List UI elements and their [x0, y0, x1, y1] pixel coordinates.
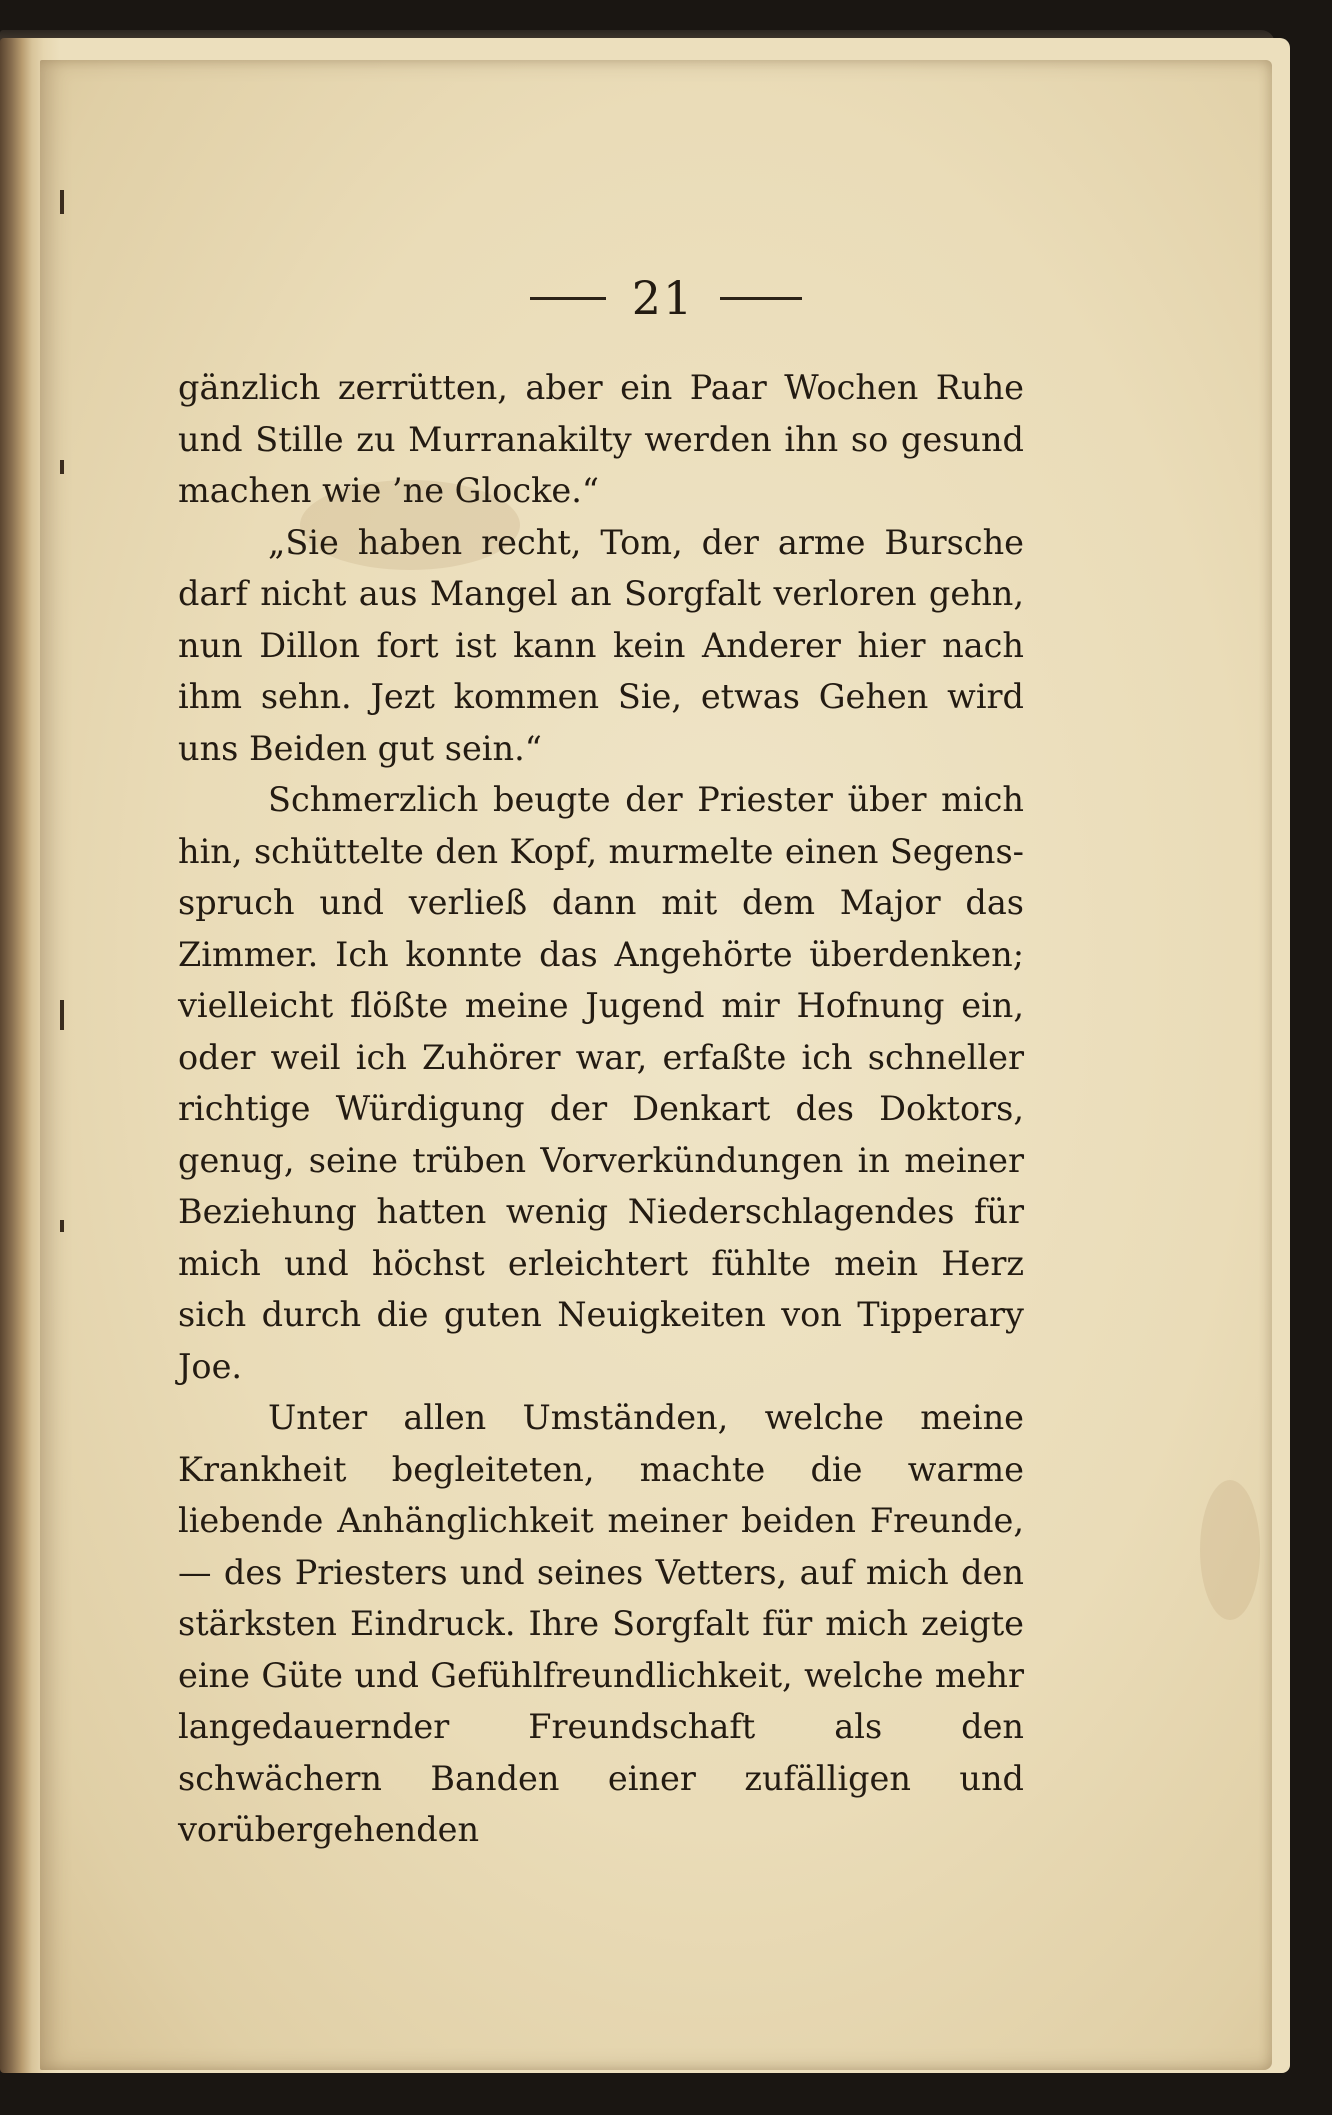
paragraph-2: „Sie haben recht, Tom, der arme Bursche darf nicht aus Mangel an Sorgfalt verloren gehn, nun Dillon fort ist kann kein Anderer hier nach ihm sehn. Jezt kommen Sie, etwas Gehen wird uns Beiden gut sein.“	[178, 522, 1024, 768]
paragraph-3: Schmerzlich beugte der Priester über mich hin, schüttelte den Kopf, murmelte einen Segensspruch und verließ dann mit dem Major das Zimmer. Ich konnte das Angehörte überdenken; vielleicht flößte meine Jugend mir Hofnung ein, oder weil ich Zuhörer war, erfaßte ich schneller richtige Würdigung der Denkart des Doktors, genug, seine trüben Vorverkündungen in meiner Beziehung hatten wenig Niederschlagendes für mich und höchst erleichtert fühlte mein Herz sich durch die guten Neuigkeiten von Tipperary Joe.	[178, 780, 1024, 1386]
spine-mark	[60, 190, 64, 214]
page-header	[0, 268, 1332, 328]
paragraph-4: Unter allen Umständen, welche meine Krankheit begleiteten, machte die warme liebende Anhänglichkeit meiner beiden Freunde, — des Priesters und seines Vetters, auf mich den stärksten Eindruck. Ihre Sorgfalt für mich zeigte eine Güte und Gefühlfreundlichkeit, welche mehr langedauernder Freundschaft als den schwächern Banden einer zufälligen und vorübergehenden	[178, 1398, 1024, 1849]
header-rule-left	[530, 297, 606, 300]
paragraph-1: gänzlich zerrütten, aber ein Paar Wochen Ruhe und Stille zu Murranakilty werden ihn so gesund machen wie ’ne Glocke.“	[178, 368, 1024, 510]
page-number: 21	[631, 271, 695, 325]
body-text	[178, 362, 1024, 1856]
spine-mark	[60, 1000, 64, 1030]
paper-stain	[1200, 1480, 1260, 1620]
header-rule-right	[720, 297, 802, 300]
spine-mark	[60, 460, 64, 474]
spine-mark	[60, 1220, 64, 1232]
